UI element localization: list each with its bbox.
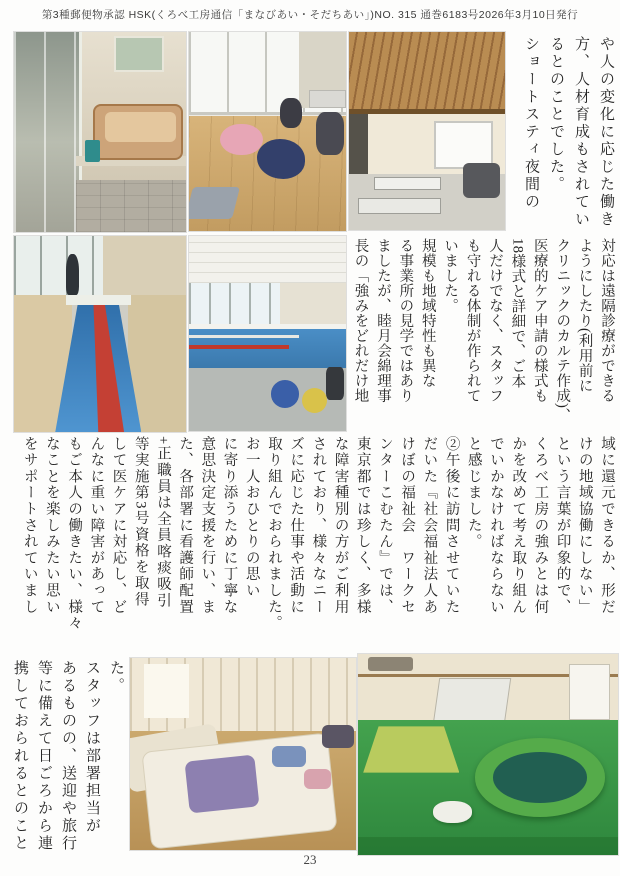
shower-glass-door (14, 32, 82, 232)
article-block-top-right (506, 36, 618, 234)
blue-beanbag (271, 380, 299, 407)
text-column: 規模も地域特性も異な (419, 238, 436, 388)
text-column: る事業所の見学ではあり (397, 238, 414, 403)
photo-bathroom (14, 32, 186, 232)
article-block-middle-band (12, 436, 618, 654)
wood-slat-ceiling (349, 32, 505, 115)
text-column: に寄り添うために丁寧な (221, 436, 238, 616)
text-column: けの地域協働にしない」 (576, 436, 593, 616)
yellow-green-mat (363, 726, 459, 772)
text-column: お一人おひとりの思い (243, 436, 260, 599)
text-column: という言葉が印象的で、 (554, 436, 571, 616)
dark-bag (322, 725, 354, 748)
person-figure (280, 98, 302, 128)
bathroom-window (114, 36, 164, 72)
text-column: 18様式と詳細で、ご本 (509, 238, 526, 389)
page-number: 23 (303, 852, 317, 867)
text-column: んなに重い障害があって (88, 436, 105, 616)
text-column: でいかなければならない (487, 436, 504, 616)
text-column: をサポートされていまし (21, 436, 38, 616)
text-column: るとのことでした。 (548, 36, 564, 194)
text-column: た、各部署に看護師配置 (177, 436, 194, 616)
purple-blanket (184, 754, 259, 813)
text-column: 等実施第3号資格を取得 (132, 436, 149, 609)
text-column: して医ケアに対応し、ど (110, 436, 127, 616)
white-cloth (433, 801, 472, 823)
pool-back-wall (280, 283, 346, 326)
window-light (144, 664, 189, 718)
inflatable-pool-inner (493, 752, 587, 802)
bathtub-inner (105, 112, 176, 142)
photo-pool-room (189, 236, 346, 431)
text-column: 対応は遠隔診療ができる (599, 238, 615, 403)
teal-bucket (85, 140, 100, 162)
lane-rope (189, 335, 299, 338)
text-column: なことを楽しみたい思い (43, 436, 60, 616)
wheelchair (326, 367, 345, 400)
text-column: 携しておられるとのこと (12, 660, 28, 853)
person-figure (316, 112, 344, 156)
pool-wall-right (103, 236, 186, 295)
text-column: けぼの福祉会 ワークセ (399, 436, 416, 616)
text-column: だいた『社会福祉法人あ (421, 436, 438, 616)
gray-mat (189, 187, 240, 219)
article-block-mid-right (348, 238, 618, 436)
pink-beanbag (220, 124, 262, 156)
bathroom-tile-floor (76, 180, 186, 232)
text-column: 長の「強みをどれだけ地 (352, 238, 369, 403)
text-column: 域に還元できるか、形だ (599, 436, 615, 616)
text-column: ②午後に訪問させていた (443, 436, 460, 616)
text-column: 方、人材育成もされてい (573, 36, 589, 229)
text-column: や人の変化に応じた働き (598, 36, 614, 229)
text-column: 取り組んでおられました。 (265, 436, 282, 632)
text-column: もご本人の働きたい、様々 (66, 436, 83, 632)
text-column: ようにしたり(利用前に (576, 238, 593, 394)
page-header-line: 第3種郵便物承認 HSK(くろべ工房通信「まなびあい・そだちあい」)NO. 315 通巻6183号2026年3月10日発行 (41, 9, 579, 21)
pool-windows (14, 236, 103, 297)
text-column: くろべ工房の強みとは何 (532, 436, 549, 616)
article-block-bottom-left (8, 660, 128, 872)
white-door (569, 664, 610, 720)
text-column: た。 (108, 660, 124, 695)
photo-futon-room (130, 658, 356, 850)
red-lane-rope (189, 345, 289, 349)
photo-wooden-hall (349, 32, 505, 230)
hall-table (374, 177, 442, 191)
text-column: スタッフは部署担当が (84, 660, 100, 835)
text-column: も守れる体制が作られて (464, 238, 481, 403)
person-figure (66, 254, 80, 295)
text-column: 意思決定支援を行い、ま (199, 436, 216, 616)
text-column: あるものの、送迎や旅行 (60, 660, 76, 853)
hall-doorway (349, 114, 368, 173)
photo-mat-room (358, 654, 618, 855)
text-column: ましたが、睦月会綿理事 (374, 238, 391, 403)
text-column: ズに応じた仕事や活動に (288, 436, 305, 616)
text-column: 東京都では珍しく、多様 (354, 436, 371, 616)
text-column: いました。 (442, 238, 459, 313)
text-column: 医療的ケア申請の様式も (531, 238, 548, 403)
leaning-board (433, 678, 512, 724)
blue-pillow (272, 746, 306, 767)
photo-lounge-room (189, 32, 346, 231)
text-column: されており、様々なニー (310, 436, 327, 616)
pool-windows (189, 283, 280, 326)
text-column: クリニックのカルテ作成)、 (554, 238, 571, 424)
table (309, 90, 346, 108)
pink-pillow (304, 769, 331, 788)
photo-pool-lane (14, 236, 186, 432)
text-column: ショートスティ夜間の (523, 36, 539, 211)
text-column: ンターこむたん』では、 (376, 436, 393, 616)
text-column: かを改めて考え取り組ん (510, 436, 527, 616)
text-column: 等に備えて日ごろから連 (36, 660, 52, 853)
text-column: な障害種別の方がご利用 (332, 436, 349, 616)
pool-ceiling (189, 236, 346, 283)
pool-end-wall (66, 295, 131, 305)
stacked-chairs (463, 163, 500, 199)
projection-screen (434, 121, 493, 169)
text-column: +正職員は全員喀痰吸引 (154, 436, 171, 609)
hall-table (358, 198, 441, 214)
text-column: 人だけでなく、スタッフ (486, 238, 503, 403)
text-column: と感じました。 (465, 436, 482, 551)
air-conditioner (368, 657, 412, 671)
